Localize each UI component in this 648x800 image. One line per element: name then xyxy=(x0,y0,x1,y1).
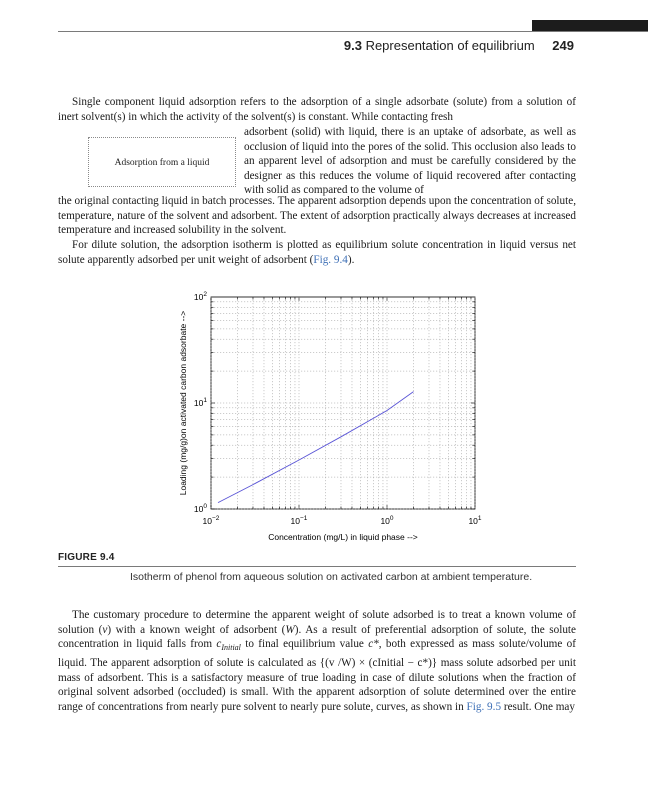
header-bar-decoration xyxy=(532,20,648,31)
x-tick-label-base: 10 xyxy=(290,516,301,526)
p3-var-c-sub: Initial xyxy=(221,643,241,653)
y-tick-label-base: 10 xyxy=(193,504,204,514)
p3-var-w: W xyxy=(285,623,295,636)
y-tick-label xyxy=(194,503,207,514)
x-axis-label: Concentration (mg/L) in liquid phase --> xyxy=(268,532,418,542)
p3-var-cstar: c* xyxy=(368,638,379,651)
page-number: 249 xyxy=(552,38,574,53)
header-rule xyxy=(58,31,648,32)
p3-var-c: c xyxy=(216,638,222,651)
x-tick-label-base: 10 xyxy=(468,516,478,526)
x-tick-label-exponent: −2 xyxy=(212,515,220,522)
p3-text-2: ) with a known weight of adsorbent ( xyxy=(107,623,286,636)
y-tick-label xyxy=(194,291,207,302)
x-tick-label xyxy=(291,515,308,526)
x-tick-label-base: 10 xyxy=(202,516,213,526)
y-tick-label-exponent: 1 xyxy=(203,397,207,404)
y-tick-label-base: 10 xyxy=(193,292,204,302)
figure-caption: Isotherm of phenol from aqueous solution on activated carbon at ambient temperature. xyxy=(130,571,533,583)
paragraph-1-lead: Single component liquid adsorption refers to the adsorption of a single adsorbate (solute) from a solution of inert solvent(s) in which the activity of the solvent(s) is constant. While contacting fresh xyxy=(58,96,576,123)
paragraph-2-end: ). xyxy=(347,253,355,266)
p3-text-5: , both expressed as mass solute/volume of liquid. The apparent adsorption of solute is calculated as xyxy=(58,638,576,670)
section-title: Representation of equilibrium xyxy=(365,38,535,53)
margin-note-label: Adsorption from a liquid xyxy=(114,158,210,168)
p3-text-7: result. One may xyxy=(501,700,575,713)
y-axis-label: Loading (mg/g)on activated carbon adsorbate --> xyxy=(178,310,188,496)
x-tick-label-exponent: 1 xyxy=(477,515,482,522)
figure-9-4-link[interactable]: Fig. 9.4 xyxy=(313,253,348,266)
p3-text-3: ). As a result of preferential adsorption of solute, the solute concentration in liquid falls from xyxy=(58,623,576,651)
p3-formula: {(v /W) × (cInitial − c*)} xyxy=(319,657,438,670)
y-tick-label xyxy=(194,397,207,408)
y-tick-label-base: 10 xyxy=(193,398,204,408)
figure-caption-rule xyxy=(58,566,576,567)
paragraph-1-wrapped: adsorbent (solid) with liquid, there is an uptake of adsorbate, as well as occlusion of liquid into the pores of the solid. This occlusion also leads to an apparent level of adsorption and must be carefully considered by the designer as this reduces the volume of liquid recovered after contacting with solid as compared to the volume of xyxy=(244,126,576,197)
p3-text-4: to final equilibrium value xyxy=(240,638,369,651)
p3-text-1: The customary procedure to determine the apparent weight of solute adsorbed is to treat a known volume of solution ( xyxy=(58,609,576,636)
y-tick-label-exponent: 0 xyxy=(203,503,207,510)
x-tick-label xyxy=(203,515,220,526)
figure-9-5-link[interactable]: Fig. 9.5 xyxy=(466,700,502,713)
paragraph-2 xyxy=(58,238,576,267)
x-tick-label-exponent: −1 xyxy=(300,515,308,522)
x-tick-label-exponent: 0 xyxy=(389,515,394,522)
running-head xyxy=(344,38,574,53)
y-tick-label-exponent: 2 xyxy=(203,291,207,298)
x-tick-label xyxy=(380,515,393,526)
section-number: 9.3 xyxy=(343,38,362,53)
x-tick-label-base: 10 xyxy=(380,516,390,526)
paragraph-2-text: For dilute solution, the adsorption isotherm is plotted as equilibrium solute concentration in liquid versus net solute apparently adsorbed per unit weight of adsorbent ( xyxy=(58,239,576,266)
figure-label: FIGURE 9.4 xyxy=(58,552,115,563)
p3-var-v: v xyxy=(102,623,108,636)
margin-note-box xyxy=(88,137,236,187)
x-tick-label xyxy=(468,515,481,526)
paragraph-1-tail: the original contacting liquid in batch processes. The apparent adsorption depends upon the concentration of solute, temperature, nature of the solvent and adsorbent. The extent of adsorption practically always decreases at increased temperature and increased solubility in the solvent. xyxy=(58,195,576,237)
p3-text-6: mass solute adsorbed per unit mass of adsorbent. This is a satisfactory measure of true loading in case of dilute solutions when the fraction of original solvent adsorbed (occluded) is small. With the apparent adsorption of solute determined over the entire range of concentrations from nearly pure solvent to nearly pure solute, curves, as shown in xyxy=(58,657,577,713)
paragraph-3 xyxy=(58,608,576,714)
